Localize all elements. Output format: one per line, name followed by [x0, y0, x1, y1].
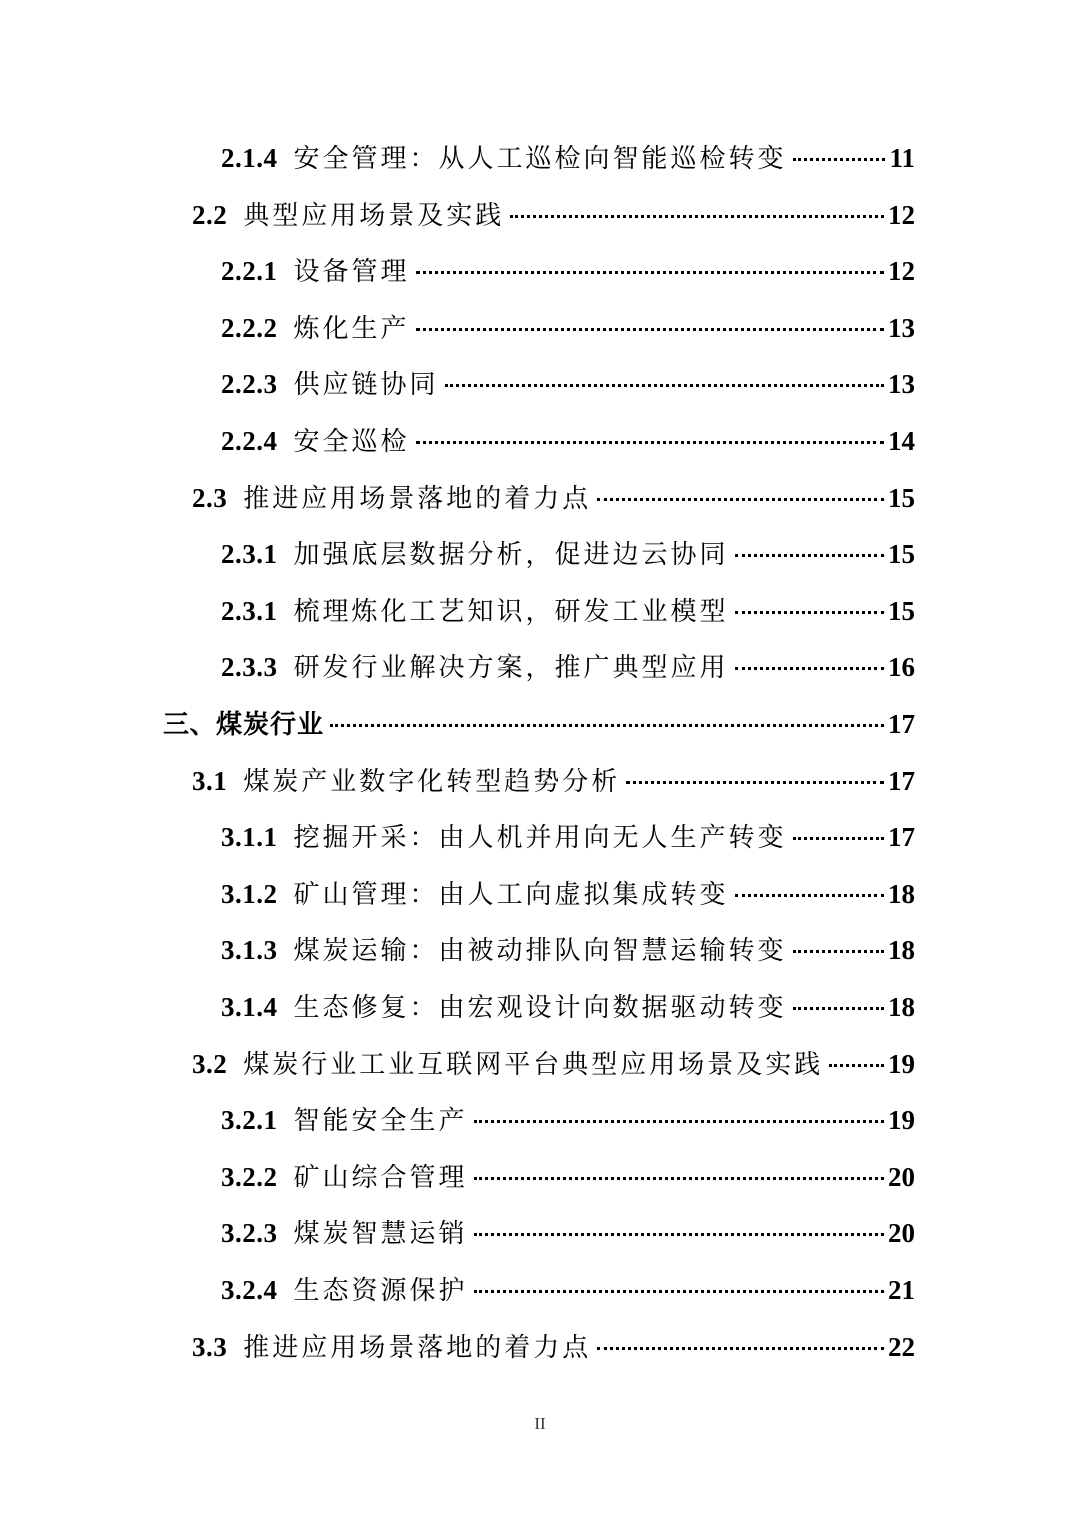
toc-entry[interactable]: [221, 251, 915, 291]
toc-entry[interactable]: [192, 478, 915, 518]
toc-dot-leader: [735, 667, 884, 670]
toc-entry-title: 梳理炼化工艺知识，研发工业模型: [293, 597, 729, 627]
toc-entry-number: 2.3: [192, 483, 228, 513]
toc-entry-title: 煤炭智慧运销: [293, 1219, 468, 1249]
toc-entry[interactable]: [221, 308, 915, 348]
toc-entry-number: 2.2.4: [221, 426, 278, 456]
toc-entry-page: 19: [888, 1049, 915, 1079]
toc-entry[interactable]: [221, 817, 915, 857]
toc-entry-title: 炼化生产: [293, 314, 410, 344]
toc-entry-number: 2.2: [192, 200, 228, 230]
toc-dot-leader: [474, 1177, 884, 1180]
toc-entry[interactable]: [221, 987, 915, 1027]
toc-dot-leader: [474, 1233, 884, 1236]
toc-entry-page: 13: [888, 313, 915, 343]
toc-entry-page: 12: [888, 200, 915, 230]
toc-entry-page: 17: [888, 709, 915, 739]
toc-dot-leader: [474, 1120, 884, 1123]
toc-entry-page: 20: [888, 1218, 915, 1248]
toc-entry-page: 14: [888, 426, 915, 456]
toc-entry-page: 17: [888, 822, 915, 852]
toc-entry-title: 生态资源保护: [293, 1276, 468, 1306]
toc-entry[interactable]: [192, 1044, 915, 1084]
toc-entry-number: 2.2.2: [221, 313, 278, 343]
toc-entry-title: 推进应用场景落地的着力点: [243, 1333, 592, 1363]
toc-entry-page: 21: [888, 1275, 915, 1305]
toc-entry-page: 11: [889, 143, 915, 173]
toc-entry-number: 2.1.4: [221, 143, 278, 173]
toc-entry-page: 18: [888, 935, 915, 965]
toc-entry-page: 18: [888, 992, 915, 1022]
toc-entry-title: 煤炭运输：由被动排队向智慧运输转变: [293, 936, 787, 966]
toc-entry-title: 加强底层数据分析，促进边云协同: [293, 540, 729, 570]
toc-entry[interactable]: [192, 761, 915, 801]
toc-entry-title: 典型应用场景及实践: [243, 201, 505, 231]
toc-entry-title: 设备管理: [293, 257, 410, 287]
toc-entry-number: 3.2: [192, 1049, 228, 1079]
toc-entry-page: 12: [888, 256, 915, 286]
toc-entry-page: 17: [888, 766, 915, 796]
toc-entry-title: 供应链协同: [293, 370, 439, 400]
toc-entry-number: 2.3.3: [221, 652, 278, 682]
toc-entry-number: 3.1.2: [221, 879, 278, 909]
toc-entry-page: 15: [888, 596, 915, 626]
toc-entry[interactable]: [192, 1327, 915, 1367]
toc-entry-number: 2.2.3: [221, 369, 278, 399]
toc-entry[interactable]: [221, 874, 915, 914]
toc-dot-leader: [735, 611, 884, 614]
toc-entry[interactable]: [192, 195, 915, 235]
toc-entry[interactable]: [221, 1157, 915, 1197]
toc-entry-page: 22: [888, 1332, 915, 1362]
toc-entry[interactable]: [221, 591, 915, 631]
toc-entry-number: 3.2.4: [221, 1275, 278, 1305]
toc-entry-page: 15: [888, 539, 915, 569]
toc-entry-page: 19: [888, 1105, 915, 1135]
toc-entry-title: 矿山综合管理: [293, 1163, 468, 1193]
toc-entry[interactable]: [221, 1213, 915, 1253]
toc-dot-leader: [626, 781, 884, 784]
toc-entry-title: 煤炭行业: [216, 710, 325, 740]
toc-dot-leader: [445, 384, 884, 387]
toc-entry-number: 3.2.1: [221, 1105, 278, 1135]
toc-dot-leader: [510, 215, 884, 218]
toc-dot-leader: [416, 328, 884, 331]
toc-dot-leader: [416, 271, 884, 274]
toc-entry-number: 2.2.1: [221, 256, 278, 286]
toc-entry-page: 18: [888, 879, 915, 909]
toc-entry-title: 生态修复：由宏观设计向数据驱动转变: [293, 993, 787, 1023]
toc-entry[interactable]: [221, 647, 915, 687]
toc-entry[interactable]: [221, 421, 915, 461]
toc-entry-page: 16: [888, 652, 915, 682]
toc-entry-number: 3.3: [192, 1332, 228, 1362]
toc-entry[interactable]: [221, 534, 915, 574]
toc-dot-leader: [735, 554, 884, 557]
toc-entry-number: 3.2.3: [221, 1218, 278, 1248]
toc-entry-title: 智能安全生产: [293, 1106, 468, 1136]
toc-entry-number: 三、: [163, 710, 217, 740]
toc-entry[interactable]: [221, 138, 915, 178]
toc-entry-number: 3.1: [192, 766, 228, 796]
toc-dot-leader: [793, 158, 886, 161]
toc-entry-page: 20: [888, 1162, 915, 1192]
toc-entry-title: 推进应用场景落地的着力点: [243, 484, 592, 514]
toc-entry-number: 2.3.1: [221, 596, 278, 626]
toc-entry-title: 安全管理：从人工巡检向智能巡检转变: [293, 144, 787, 174]
toc-entry-title: 煤炭产业数字化转型趋势分析: [243, 767, 621, 797]
toc-dot-leader: [829, 1064, 884, 1067]
toc-dot-leader: [474, 1290, 884, 1293]
toc-dot-leader: [735, 894, 884, 897]
toc-entry-title: 安全巡检: [293, 427, 410, 457]
toc-entry-page: 15: [888, 483, 915, 513]
toc-dot-leader: [416, 441, 884, 444]
toc-entry[interactable]: [221, 1100, 915, 1140]
toc-entry-number: 2.3.1: [221, 539, 278, 569]
toc-entry-number: 3.1.3: [221, 935, 278, 965]
toc-dot-leader: [793, 950, 884, 953]
toc-entry[interactable]: [221, 930, 915, 970]
toc-dot-leader: [793, 1007, 884, 1010]
page-number: II: [534, 1414, 546, 1433]
toc-dot-leader: [330, 724, 884, 727]
toc-entry-title: 研发行业解决方案，推广典型应用: [293, 653, 729, 683]
toc-entry[interactable]: [221, 1270, 915, 1310]
toc-entry-page: 13: [888, 369, 915, 399]
toc-dot-leader: [793, 837, 884, 840]
toc-dot-leader: [597, 1347, 884, 1350]
toc-entry-number: 3.1.1: [221, 822, 278, 852]
toc-dot-leader: [597, 498, 884, 501]
toc-entry-number: 3.2.2: [221, 1162, 278, 1192]
toc-entry-title: 煤炭行业工业互联网平台典型应用场景及实践: [243, 1050, 824, 1080]
toc-entry-title: 矿山管理：由人工向虚拟集成转变: [293, 880, 729, 910]
toc-entry-number: 3.1.4: [221, 992, 278, 1022]
toc-chapter-entry[interactable]: [163, 704, 915, 744]
toc-entry[interactable]: [221, 364, 915, 404]
toc-entry-title: 挖掘开采：由人机并用向无人生产转变: [293, 823, 787, 853]
